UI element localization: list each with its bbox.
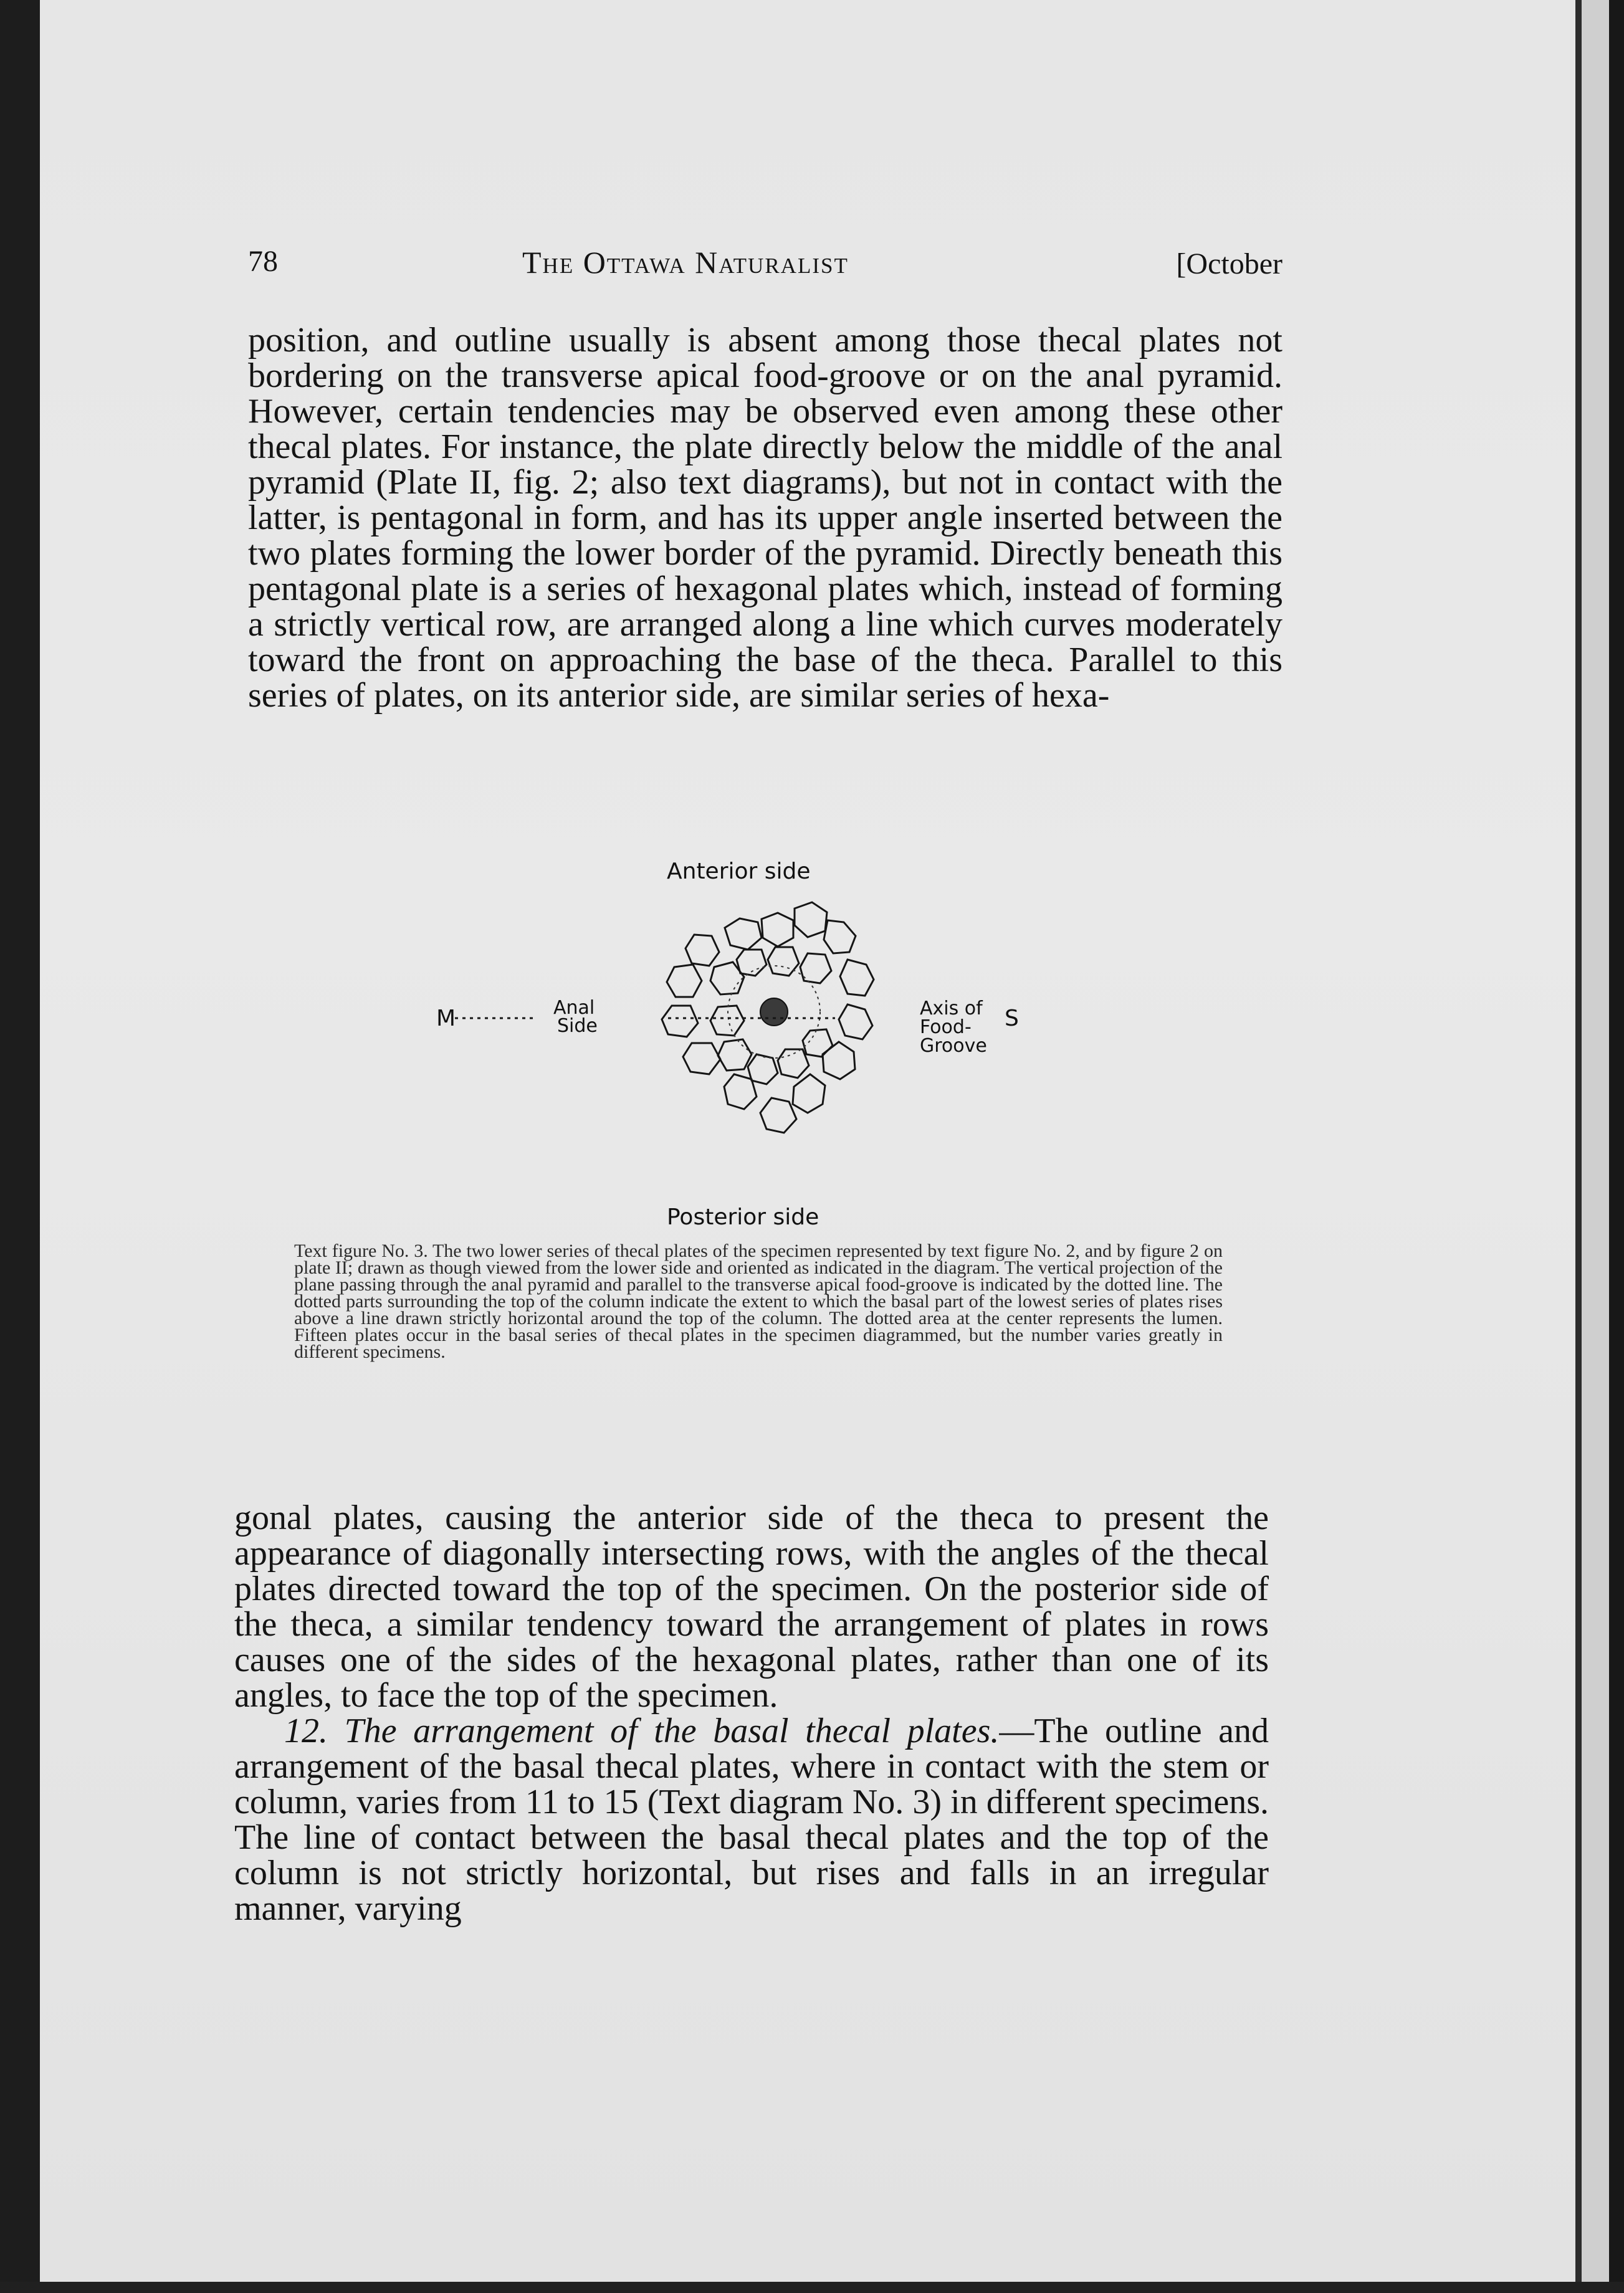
label-groove: Groove <box>920 1035 987 1057</box>
label-axis-of: Axis of <box>920 998 983 1019</box>
label-side: Side <box>557 1015 598 1037</box>
scan-right-rule <box>1575 0 1582 2293</box>
section-12-heading: 12. The arrangement of the basal thecal plates. <box>284 1712 1000 1750</box>
journal-title: The Ottawa Naturalist <box>522 245 849 280</box>
scan-left-edge <box>0 0 40 2293</box>
section-12-paragraph <box>234 1714 1269 1927</box>
paragraph-continued: position, and outline usually is absent among those thecal plates not bordering on the transverse apical food-groove or on the anal pyramid. However, certain tendencies may be observed even among these other thecal plates. For instance, the plate directly below the middle of the anal pyramid (Plate II, fig. 2; also text diagrams), but not in contact with the latter, is pentagonal in form, and has its upper angle inserted between the two plates forming the lower border of the pyramid. Directly beneath this pentagonal plate is a series of hexagonal plates which, instead of forming a strictly vertical row, are arranged along a line which curves moderately toward the front on approaching the base of the theca. Parallel to this series of plates, on its anterior side, are similar series of hexa- <box>248 321 1282 715</box>
plate-diagram <box>436 849 1109 1235</box>
label-posterior-side: Posterior side <box>667 1204 819 1230</box>
scan-right-border <box>1609 0 1624 2293</box>
figure-caption: Text figure No. 3. The two lower series of thecal plates of the specimen represented by text figure No. 2, and by figure 2 on plate II; drawn as though viewed from the lower side and oriented as indicated in the diagram. The vertical projection of the plane passing through the anal pyramid and parallel to the transverse apical food-groove is indicated by the dotted line. The dotted parts surrounding the top of the column indicate the extent to which the basal part of the lowest series of plates rises above a line drawn strictly horizontal around the top of the column. The dotted area at the center represents the lumen. Fifteen plates occur in the basal series of thecal plates in the specimen diagrammed, but the number varies greatly in different specimens. <box>294 1241 1223 1362</box>
scan-bottom-edge <box>0 2282 1624 2293</box>
label-s: S <box>1005 1006 1019 1031</box>
label-anal: Anal <box>553 997 595 1019</box>
issue-month: [October <box>1176 247 1282 280</box>
lumen-dot <box>760 998 788 1026</box>
running-header <box>248 244 1282 300</box>
body-text-after-figure <box>234 1500 1269 1927</box>
label-m: M <box>436 1006 456 1031</box>
paragraph-after-figure: gonal plates, causing the anterior side of the theca to present the appearance of diagonally intersecting rows, with the angles of the thecal plates directed toward the top of the specimen. On the posterior side of the theca, a similar tendency toward the arrangement of plates in rows causes one of the sides of the hexagonal plates, rather than one of its angles, to face the top of the specimen. <box>234 1499 1269 1715</box>
section-12-text: —The outline and arrangement of the basal thecal plates, where in contact with the stem or column, varies from 11 to 15 (Text diagram No. 3) in different specimens. The line of contact between the basal thecal plates and the top of the column is not strictly horizontal, but rises and falls in an irregular manner, varying <box>234 1712 1269 1928</box>
text-figure-3 <box>436 849 1109 1235</box>
body-text-before-figure <box>248 323 1282 713</box>
label-food: Food- <box>920 1016 972 1038</box>
page-number: 78 <box>248 245 278 278</box>
label-anterior-side: Anterior side <box>667 859 811 884</box>
